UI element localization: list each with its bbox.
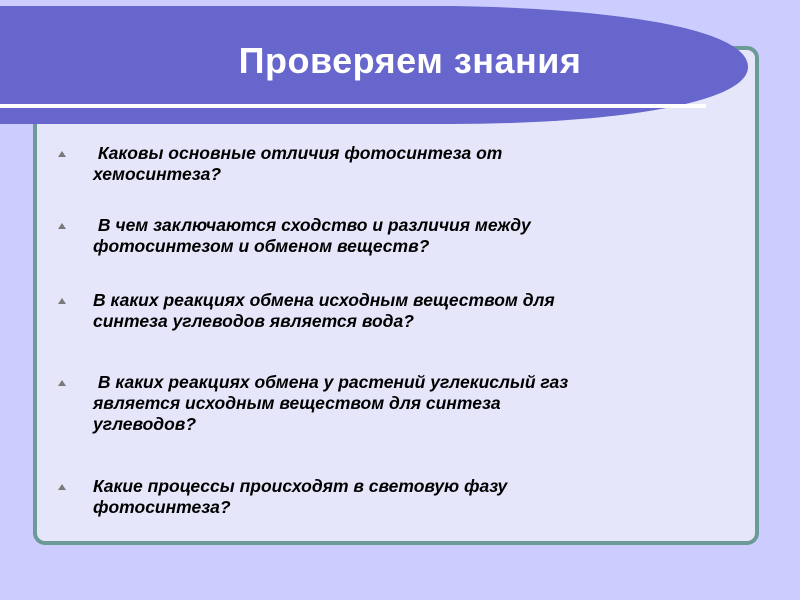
question-text: В каких реакциях обмена у растений углекислый газ является исходным веществом для синтеза углеводов? — [93, 372, 569, 434]
page-title: Проверяем знания — [238, 40, 582, 81]
question-text: В чем заключаются сходство и различия между фотосинтезом и обменом веществ? — [93, 215, 531, 256]
title-banner-rule — [0, 104, 706, 108]
question-text: Какие процессы происходят в световую фазу фотосинтеза? — [93, 476, 508, 517]
question-text: В каких реакциях обмена исходным веществом для синтеза углеводов является вода? — [93, 290, 555, 331]
question-text: Каковы основные отличия фотосинтеза от хемосинтеза? — [93, 143, 503, 184]
